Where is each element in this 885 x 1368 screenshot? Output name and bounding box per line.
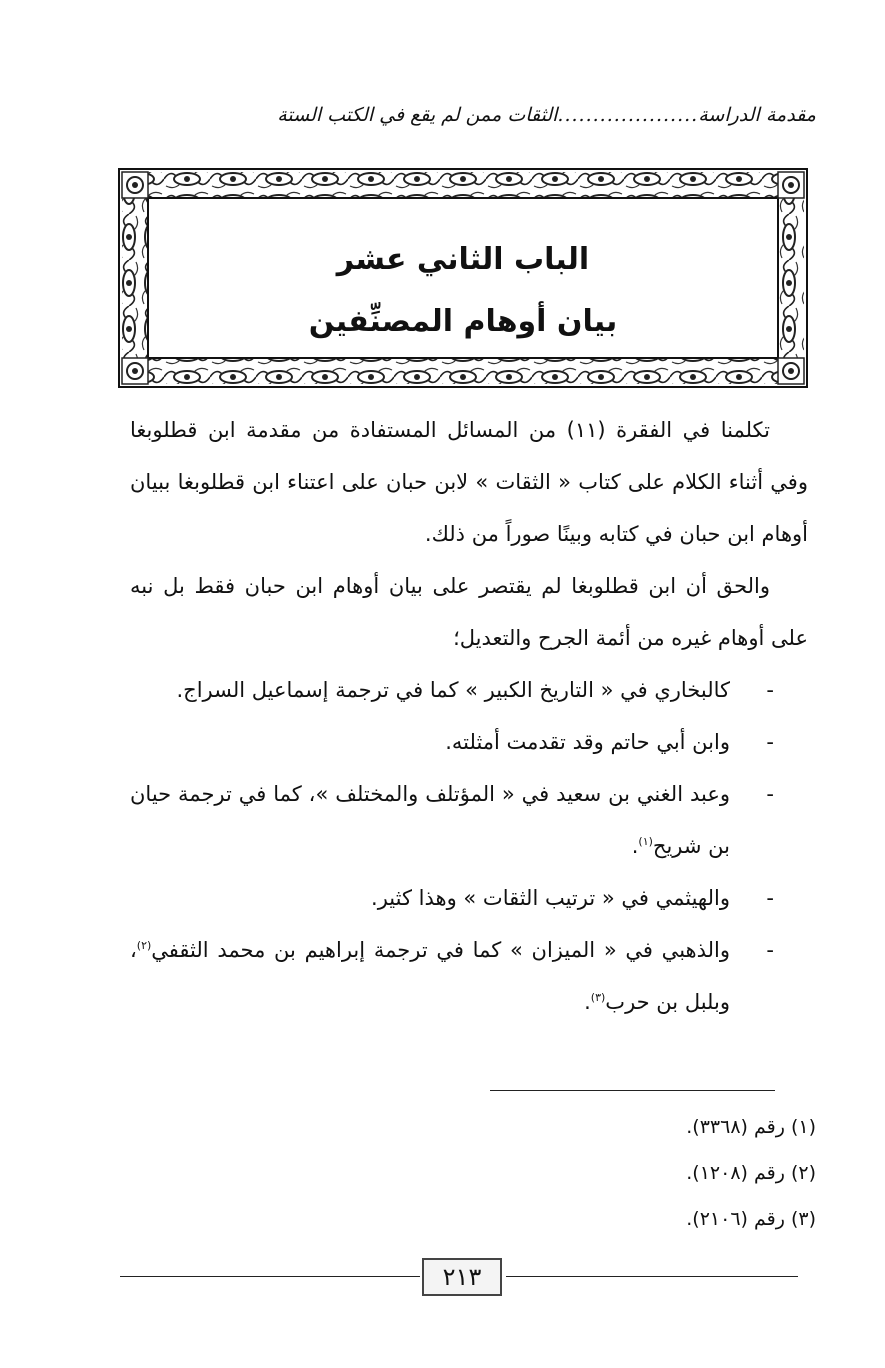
list-item-text: والهيثمي في « ترتيب الثقات » وهذا كثير. xyxy=(371,886,730,910)
bottom-rule-right xyxy=(506,1276,798,1277)
bottom-rule-left xyxy=(120,1276,420,1277)
running-header-section: مقدمة الدراسة xyxy=(698,104,816,126)
list-item xyxy=(130,716,808,768)
list-item-text: والذهبي في « الميزان » كما في ترجمة إبراهيم بن محمد الثقفي xyxy=(151,938,730,962)
main-text xyxy=(130,404,808,1028)
ornamental-border xyxy=(118,168,808,388)
chapter-heading: الباب الثاني عشر xyxy=(336,242,590,277)
paragraph-2: والحق أن ابن قطلوبغا لم يقتصر على بيان أوهام ابن حبان فقط بل نبه على أوهام غيره من أئمة الجرح والتعديل؛ xyxy=(130,574,808,650)
running-header-book-title: الثقات ممن لم يقع في الكتب الستة xyxy=(277,104,558,126)
dash-bullet: - xyxy=(766,938,774,962)
list-item xyxy=(130,924,808,1028)
footnote: (٢) رقم (١٢٠٨). xyxy=(686,1162,816,1184)
list-item-text: وعبد الغني بن سعيد في « المؤتلف والمختلف »، كما في ترجمة حيان بن شريح xyxy=(130,782,730,858)
footnote-separator xyxy=(490,1090,775,1091)
footnote: (١) رقم (٣٣٦٨). xyxy=(686,1116,816,1138)
list-item xyxy=(130,664,808,716)
paragraph-1: تكلمنا في الفقرة (١١) من المسائل المستفادة من مقدمة ابن قطلوبغا وفي أثناء الكلام على كتاب « الثقات » لابن حبان على اعتناء ابن قطلوبغا ببيان أوهام ابن حبان في كتابه وبينًا صوراً من ذلك. xyxy=(130,418,808,546)
list-item-text-tail: ، وبلبل بن حرب xyxy=(130,938,730,1014)
footnote-reference: (١) xyxy=(638,835,653,848)
list-item xyxy=(130,768,808,872)
dash-bullet: - xyxy=(766,782,774,806)
chapter-subheading: بيان أوهام المصنِّفين xyxy=(308,304,618,339)
running-header xyxy=(150,104,816,138)
list-item-text-tail: . xyxy=(631,834,639,858)
footnote: (٣) رقم (٢١٠٦). xyxy=(686,1208,816,1230)
list-item-text: وابن أبي حاتم وقد تقدمت أمثلته. xyxy=(445,730,730,754)
list-item-text: كالبخاري في « التاريخ الكبير » كما في ترجمة إسماعيل السراج. xyxy=(176,678,730,702)
dash-bullet: - xyxy=(766,886,774,910)
list-item-text-end: . xyxy=(584,990,591,1014)
dash-bullet: - xyxy=(766,730,774,754)
footnotes xyxy=(500,1104,816,1242)
footnote-reference: (٣) xyxy=(590,991,606,1004)
list-item xyxy=(130,872,808,924)
dash-bullet: - xyxy=(766,678,774,702)
chapter-ornamental-frame xyxy=(118,168,808,388)
examples-list xyxy=(130,664,808,1028)
running-header-dots: .................... xyxy=(557,104,699,126)
page-number: ٢١٣ xyxy=(422,1258,502,1296)
footnote-reference: (٢) xyxy=(136,939,152,952)
